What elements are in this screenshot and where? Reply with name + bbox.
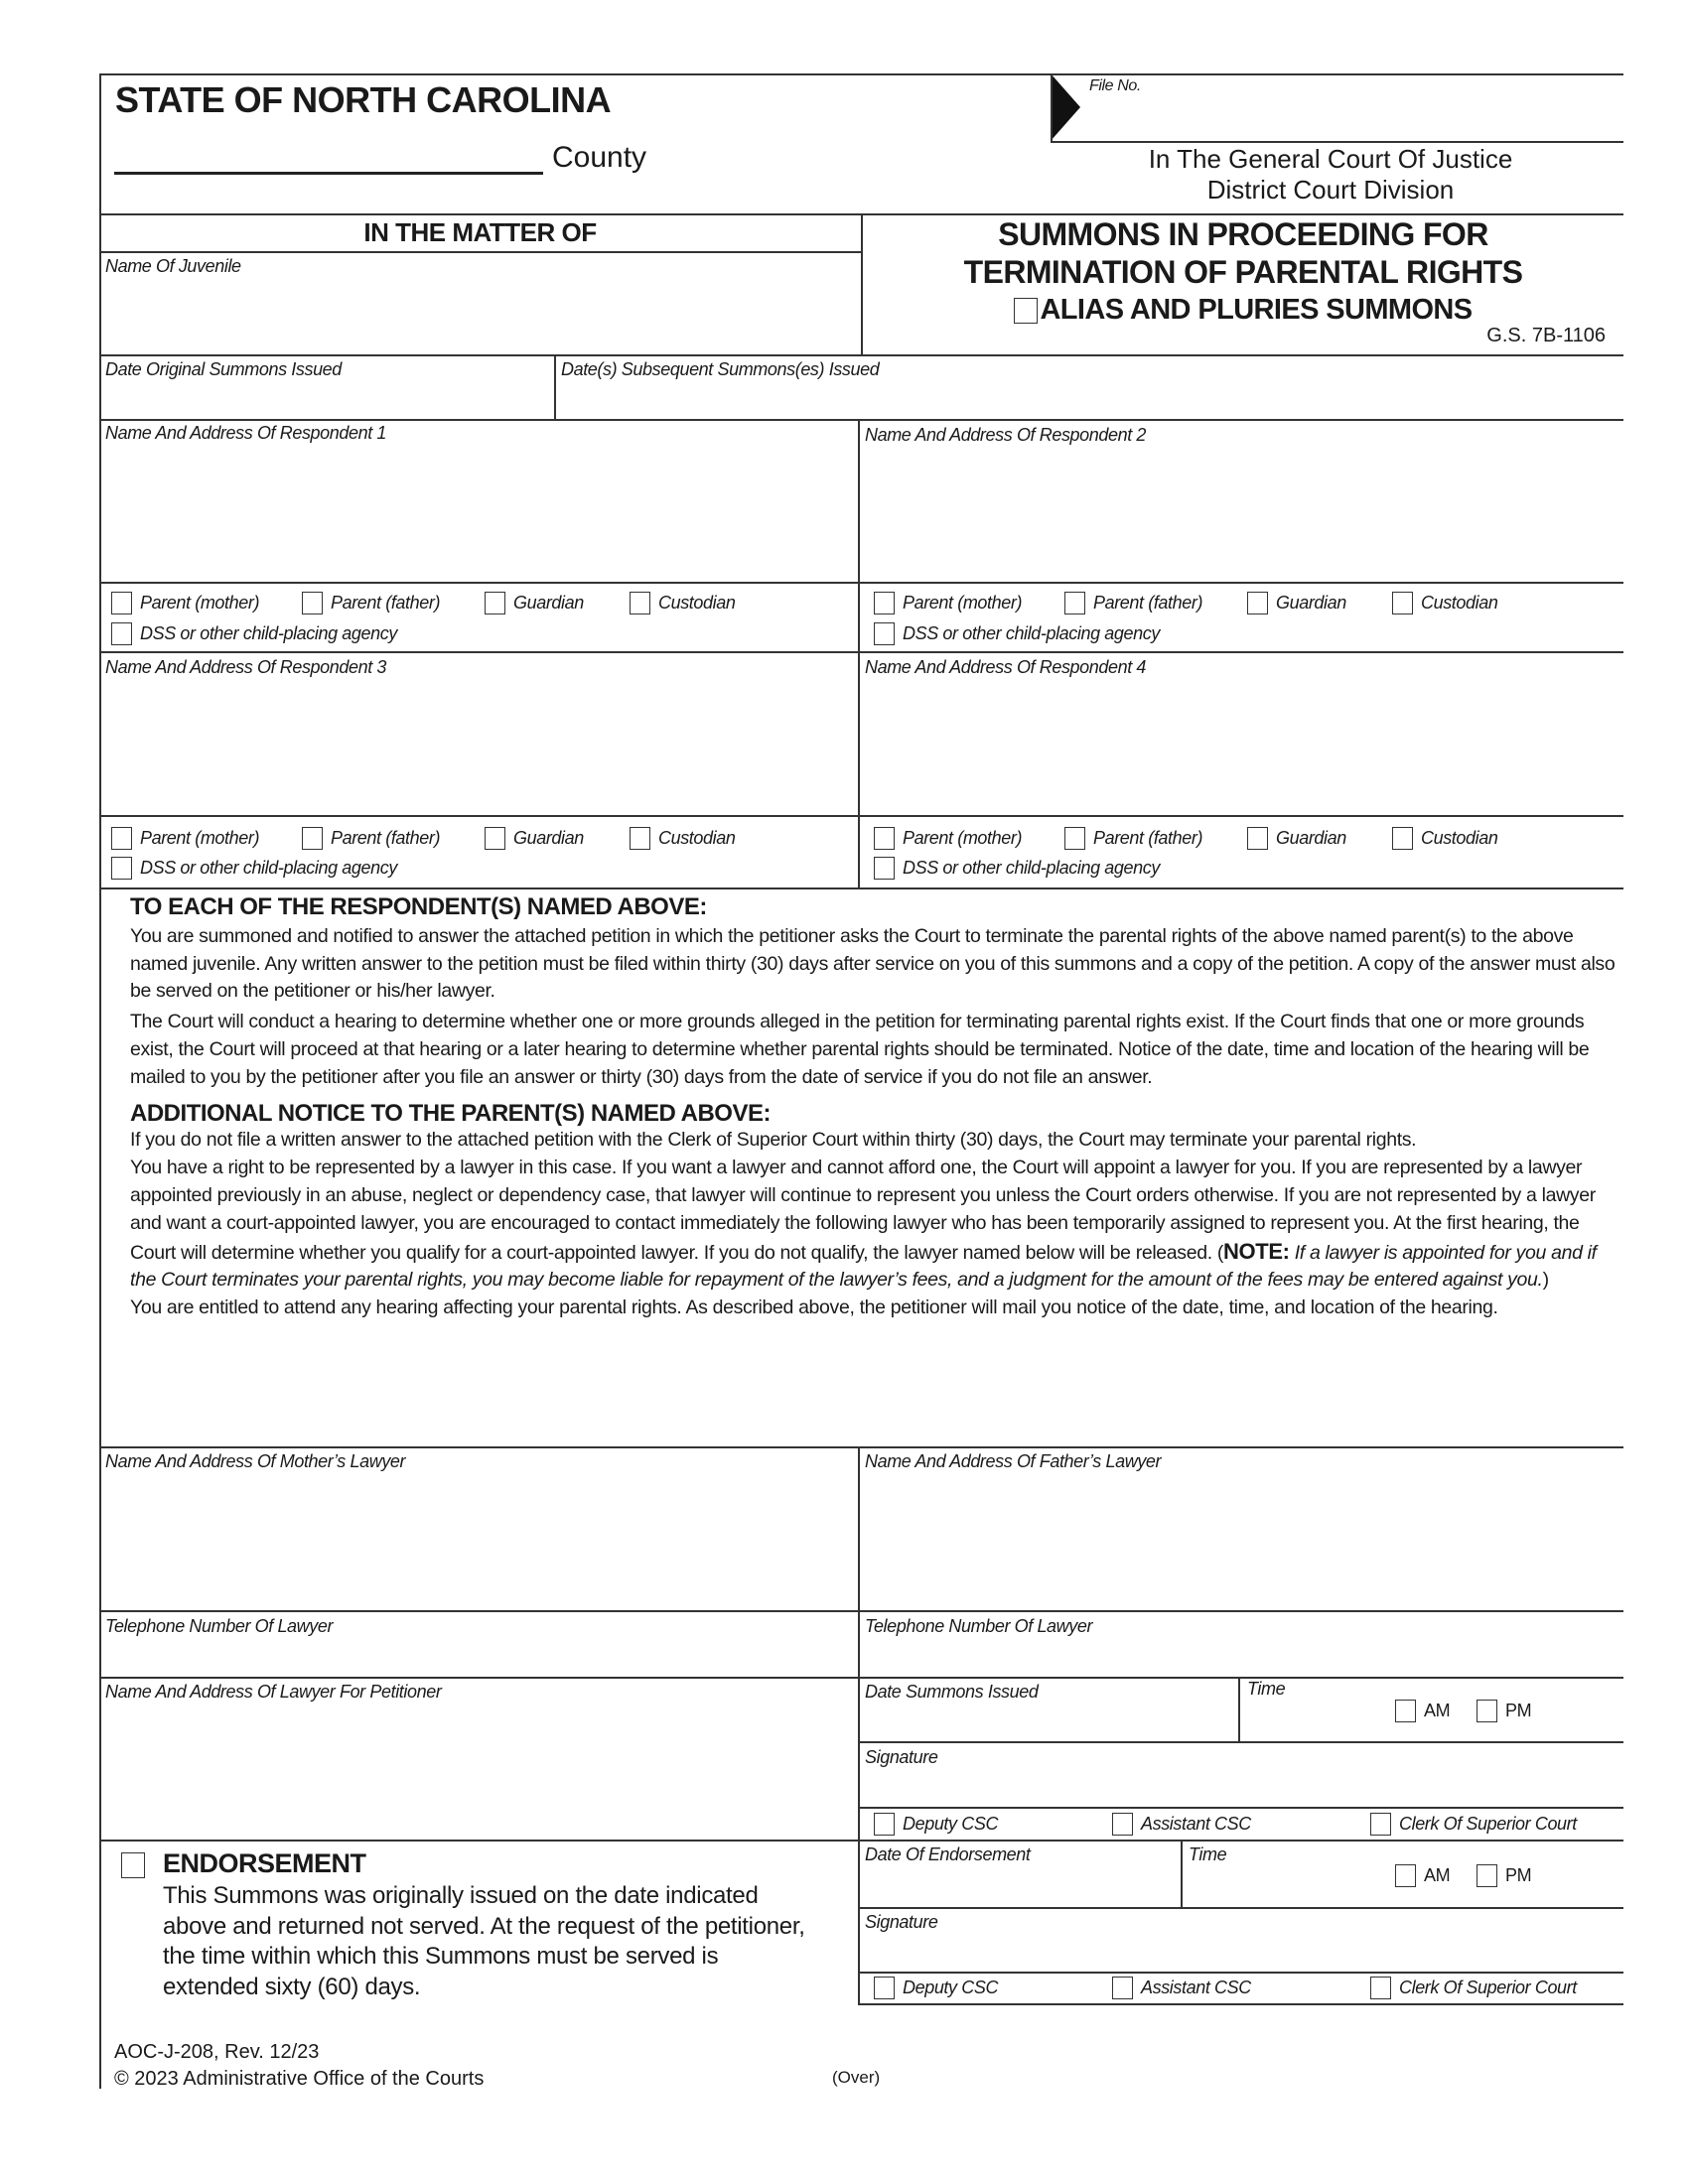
checkbox-label: Parent (father) [331, 593, 441, 613]
matter-title: IN THE MATTER OF [363, 217, 597, 247]
checkbox-icon[interactable] [485, 592, 505, 614]
checkbox-icon[interactable] [1392, 592, 1413, 614]
notice-paragraph [130, 1155, 1619, 1295]
checkbox-label: Guardian [1276, 828, 1346, 848]
notice-paragraph: If you do not file a written answer to the attached petition with the Clerk of Superior Court within thirty (30) days, the Court may terminate your parental rights. [130, 1129, 1417, 1152]
checkbox-label: Clerk Of Superior Court [1399, 1978, 1577, 1997]
rule [99, 815, 1623, 817]
r3-guardian-checkbox[interactable] [485, 827, 584, 850]
rule [858, 2003, 1623, 2005]
checkbox-label: Deputy CSC [903, 1814, 999, 1834]
checkbox-label: DSS or other child-placing agency [140, 623, 397, 643]
issued-pm-checkbox[interactable] [1477, 1700, 1531, 1722]
rule [99, 1446, 1623, 1448]
r2-mother-checkbox[interactable] [874, 592, 1022, 614]
respondent-2-label: Name And Address Of Respondent 2 [865, 425, 1147, 445]
notice-text: You have a right to be represented by a lawyer in this case. If you want a lawyer and cannot afford one, the Court will appoint a lawyer for you. If you are represented by a lawyer appointed previously in an abuse, neglect or dependency case, that lawyer will continue to represent you unless the Court orders otherwise. If you are not represented by a lawyer and want a court-appointed lawyer, you are encouraged to contact immediately the following lawyer who has been temporarily assigned to represent you. At the first hearing, the Court will determine whether you qualify for a court-appointed lawyer. If you do not qualify, the lawyer named below will be released. ( [130, 1157, 1596, 1264]
mother-lawyer-label: Name And Address Of Mother’s Lawyer [105, 1451, 406, 1471]
rule [99, 582, 1623, 584]
issued-clerk-checkbox[interactable] [1370, 1813, 1577, 1836]
left-border [99, 73, 101, 2089]
checkbox-label: Parent (mother) [140, 828, 260, 848]
over-note: (Over) [832, 2068, 881, 2087]
checkbox-label: DSS or other child-placing agency [140, 858, 397, 878]
checkbox-icon[interactable] [1064, 827, 1085, 850]
rule [554, 354, 556, 419]
rule [99, 651, 1623, 653]
checkbox-icon[interactable] [1112, 1813, 1133, 1836]
checkbox-label: DSS or other child-placing agency [903, 858, 1160, 878]
r3-custodian-checkbox[interactable] [630, 827, 735, 850]
checkbox-label: Clerk Of Superior Court [1399, 1814, 1577, 1834]
checkbox-label: Guardian [1276, 593, 1346, 613]
checkbox-label: Parent (mother) [903, 828, 1023, 848]
note-close: ) [1542, 1269, 1549, 1292]
notice-heading-parents: ADDITIONAL NOTICE TO THE PARENT(S) NAMED ABOVE: [130, 1099, 771, 1127]
rule [858, 419, 860, 887]
checkbox-icon[interactable] [874, 857, 895, 880]
alias-summons-checkbox[interactable] [863, 294, 1623, 327]
checkbox-icon[interactable] [111, 827, 132, 850]
form-title-line-1: SUMMONS IN PROCEEDING FOR [998, 216, 1488, 252]
father-lawyer-tel-label: Telephone Number Of Lawyer [865, 1616, 1093, 1636]
checkbox-icon[interactable] [1395, 1864, 1416, 1887]
checkbox-icon[interactable] [302, 592, 323, 614]
juvenile-name-label: Name Of Juvenile [105, 256, 241, 276]
checkbox-label: Custodian [658, 593, 736, 613]
rule [99, 419, 1623, 421]
r1-father-checkbox[interactable] [302, 592, 440, 614]
rule [99, 887, 1623, 889]
checkbox-label: Custodian [1421, 593, 1498, 613]
checkbox-icon[interactable] [874, 1977, 895, 1999]
endorsement-checkbox[interactable] [121, 1852, 153, 1878]
checkbox-icon[interactable] [1395, 1700, 1416, 1722]
date-subsequent-label: Date(s) Subsequent Summons(es) Issued [561, 359, 880, 379]
form-id: AOC-J-208, Rev. 12/23 [114, 2041, 320, 2063]
date-issued-label: Date Summons Issued [865, 1682, 1039, 1702]
father-lawyer-label: Name And Address Of Father’s Lawyer [865, 1451, 1162, 1471]
r4-guardian-checkbox[interactable] [1247, 827, 1346, 850]
issued-am-checkbox[interactable] [1395, 1700, 1450, 1722]
note-label: NOTE: [1222, 1238, 1290, 1264]
checkbox-icon[interactable] [1247, 592, 1268, 614]
checkbox-label: Guardian [513, 593, 584, 613]
checkbox-label: Parent (father) [1093, 593, 1203, 613]
checkbox-label: Custodian [1421, 828, 1498, 848]
state-title: STATE OF NORTH CAROLINA [115, 79, 612, 120]
checkbox-icon[interactable] [1370, 1813, 1391, 1836]
endorsement-time-label: Time [1189, 1844, 1227, 1864]
respondent-1-label: Name And Address Of Respondent 1 [105, 423, 387, 443]
petitioner-lawyer-label: Name And Address Of Lawyer For Petitioner [105, 1682, 442, 1702]
court-line-1: In The General Court Of Justice [1148, 144, 1513, 174]
checkbox-icon[interactable] [874, 827, 895, 850]
rule [1051, 73, 1053, 141]
rule [99, 1610, 1623, 1612]
checkbox-icon[interactable] [874, 1813, 895, 1836]
form-title-line-2: TERMINATION OF PARENTAL RIGHTS [963, 254, 1523, 290]
r4-mother-checkbox[interactable] [874, 827, 1022, 850]
r3-father-checkbox[interactable] [302, 827, 440, 850]
endorsement-pm-checkbox[interactable] [1477, 1864, 1531, 1887]
endorsement-text: This Summons was originally issued on the date indicated above and returned not served. At the request of the petitioner, the time within which this Summons must be served is extended sixty (60) days. [163, 1882, 805, 2000]
checkbox-label: Assistant CSC [1141, 1978, 1251, 1997]
r2-dss-checkbox[interactable] [874, 622, 1160, 645]
rule [858, 1741, 1623, 1743]
r1-mother-checkbox[interactable] [111, 592, 259, 614]
checkbox-icon[interactable] [485, 827, 505, 850]
checkbox-label: PM [1505, 1865, 1532, 1885]
rule [99, 1677, 1623, 1679]
r4-custodian-checkbox[interactable] [1392, 827, 1497, 850]
endorsement-signature-label: Signature [865, 1912, 938, 1932]
copyright: © 2023 Administrative Office of the Courts [114, 2068, 485, 2090]
r1-guardian-checkbox[interactable] [485, 592, 584, 614]
endorsement-am-checkbox[interactable] [1395, 1864, 1450, 1887]
checkbox-icon[interactable] [1247, 827, 1268, 850]
rule [99, 251, 861, 253]
checkbox-icon[interactable] [874, 592, 895, 614]
checkbox-icon[interactable] [1370, 1977, 1391, 1999]
checkbox-label: PM [1505, 1701, 1532, 1720]
date-original-label: Date Original Summons Issued [105, 359, 342, 379]
r2-custodian-checkbox[interactable] [1392, 592, 1497, 614]
notice-section [130, 893, 1619, 1322]
checkbox-label: Parent (father) [1093, 828, 1203, 848]
checkbox-icon[interactable] [302, 827, 323, 850]
notice-paragraph: You are summoned and notified to answer the attached petition in which the petitioner asks the Court to terminate the parental rights of the above named parent(s) to the above named juvenile. Any written answer to the petition must be filed within thirty (30) days after service on you of this summons and a copy of the petition. A copy of the answer must also be served on the petitioner or his/her lawyer. [130, 924, 1616, 1003]
statute-ref: G.S. 7B-1106 [1486, 325, 1606, 346]
checkbox-label: AM [1424, 1701, 1451, 1720]
respondent-3-label: Name And Address Of Respondent 3 [105, 657, 387, 677]
file-no-arrow-icon [1051, 73, 1080, 141]
mother-lawyer-tel-label: Telephone Number Of Lawyer [105, 1616, 334, 1636]
rule [1181, 1840, 1183, 1907]
rule [99, 73, 1623, 75]
r4-father-checkbox[interactable] [1064, 827, 1202, 850]
checkbox-label: Parent (mother) [140, 593, 260, 613]
respondent-4-label: Name And Address Of Respondent 4 [865, 657, 1147, 677]
endorsement-clerk-checkbox[interactable] [1370, 1977, 1577, 1999]
checkbox-icon[interactable] [1112, 1977, 1133, 1999]
checkbox-icon[interactable] [630, 827, 650, 850]
checkbox-label: Parent (mother) [903, 593, 1023, 613]
checkbox-icon[interactable] [1477, 1700, 1497, 1722]
issued-deputy-checkbox[interactable] [874, 1813, 998, 1836]
rule [99, 1840, 1623, 1842]
r3-dss-checkbox[interactable] [111, 857, 397, 880]
alias-summons-label: ALIAS AND PLURIES SUMMONS [1040, 294, 1473, 326]
checkbox-label: AM [1424, 1865, 1451, 1885]
r1-dss-checkbox[interactable] [111, 622, 397, 645]
checkbox-icon[interactable] [630, 592, 650, 614]
endorsement-assistant-checkbox[interactable] [1112, 1977, 1251, 1999]
r3-mother-checkbox[interactable] [111, 827, 259, 850]
file-no-label: File No. [1089, 77, 1141, 94]
checkbox-icon[interactable] [111, 622, 132, 645]
rule [858, 1972, 1623, 1974]
checkbox-icon[interactable] [1392, 827, 1413, 850]
court-line-2: District Court Division [1206, 175, 1455, 205]
checkbox-label: DSS or other child-placing agency [903, 623, 1160, 643]
note-text: If a lawyer is appointed for you and if the Court terminates your parental rights, you may become liable for repayment of the lawyer’s fees, and a judgment for the amount of the fees may be entered against you. [130, 1241, 1597, 1292]
notice-paragraph: You are entitled to attend any hearing affecting your parental rights. As described above, the petitioner will mail you notice of the date, time, and location of the hearing. [130, 1297, 1498, 1319]
county-label: County [552, 141, 647, 174]
issued-assistant-checkbox[interactable] [1112, 1813, 1251, 1836]
checkbox-label: Custodian [658, 828, 736, 848]
juvenile-name-field[interactable] [101, 278, 856, 351]
r2-guardian-checkbox[interactable] [1247, 592, 1346, 614]
checkbox-icon[interactable] [111, 592, 132, 614]
endorsement-date-label: Date Of Endorsement [865, 1844, 1031, 1864]
notice-paragraph: The Court will conduct a hearing to determine whether one or more grounds alleged in the petition for terminating parental rights exist. If the Court finds that one or more grounds exist, the Court will proceed at that hearing or a later hearing to determine whether parental rights should be terminated. Notice of the date, time and location of the hearing will be mailed to you by the petitioner after you file an answer or thirty (30) days from the date of service if you do not file an answer. [130, 1011, 1590, 1088]
rule [99, 354, 1623, 356]
checkbox-label: Parent (father) [331, 828, 441, 848]
r2-father-checkbox[interactable] [1064, 592, 1202, 614]
checkbox-label: Guardian [513, 828, 584, 848]
endorsement-deputy-checkbox[interactable] [874, 1977, 998, 1999]
rule [858, 1907, 1623, 1909]
notice-heading-respondents: TO EACH OF THE RESPONDENT(S) NAMED ABOVE: [130, 893, 707, 920]
endorsement-title: ENDORSEMENT [163, 1848, 366, 1878]
checkbox-icon[interactable] [121, 1852, 145, 1878]
signature-label: Signature [865, 1747, 938, 1767]
checkbox-icon[interactable] [1477, 1864, 1497, 1887]
time-label: Time [1247, 1679, 1286, 1699]
rule [858, 1807, 1623, 1809]
rule [1238, 1677, 1240, 1741]
r4-dss-checkbox[interactable] [874, 857, 1160, 880]
file-no-field[interactable] [1051, 141, 1623, 143]
checkbox-icon[interactable] [111, 857, 132, 880]
county-field[interactable] [114, 172, 543, 175]
checkbox-icon[interactable] [1014, 298, 1038, 324]
checkbox-label: Assistant CSC [1141, 1814, 1251, 1834]
checkbox-label: Deputy CSC [903, 1978, 999, 1997]
r1-custodian-checkbox[interactable] [630, 592, 735, 614]
rule [858, 1446, 860, 2003]
checkbox-icon[interactable] [1064, 592, 1085, 614]
checkbox-icon[interactable] [874, 622, 895, 645]
